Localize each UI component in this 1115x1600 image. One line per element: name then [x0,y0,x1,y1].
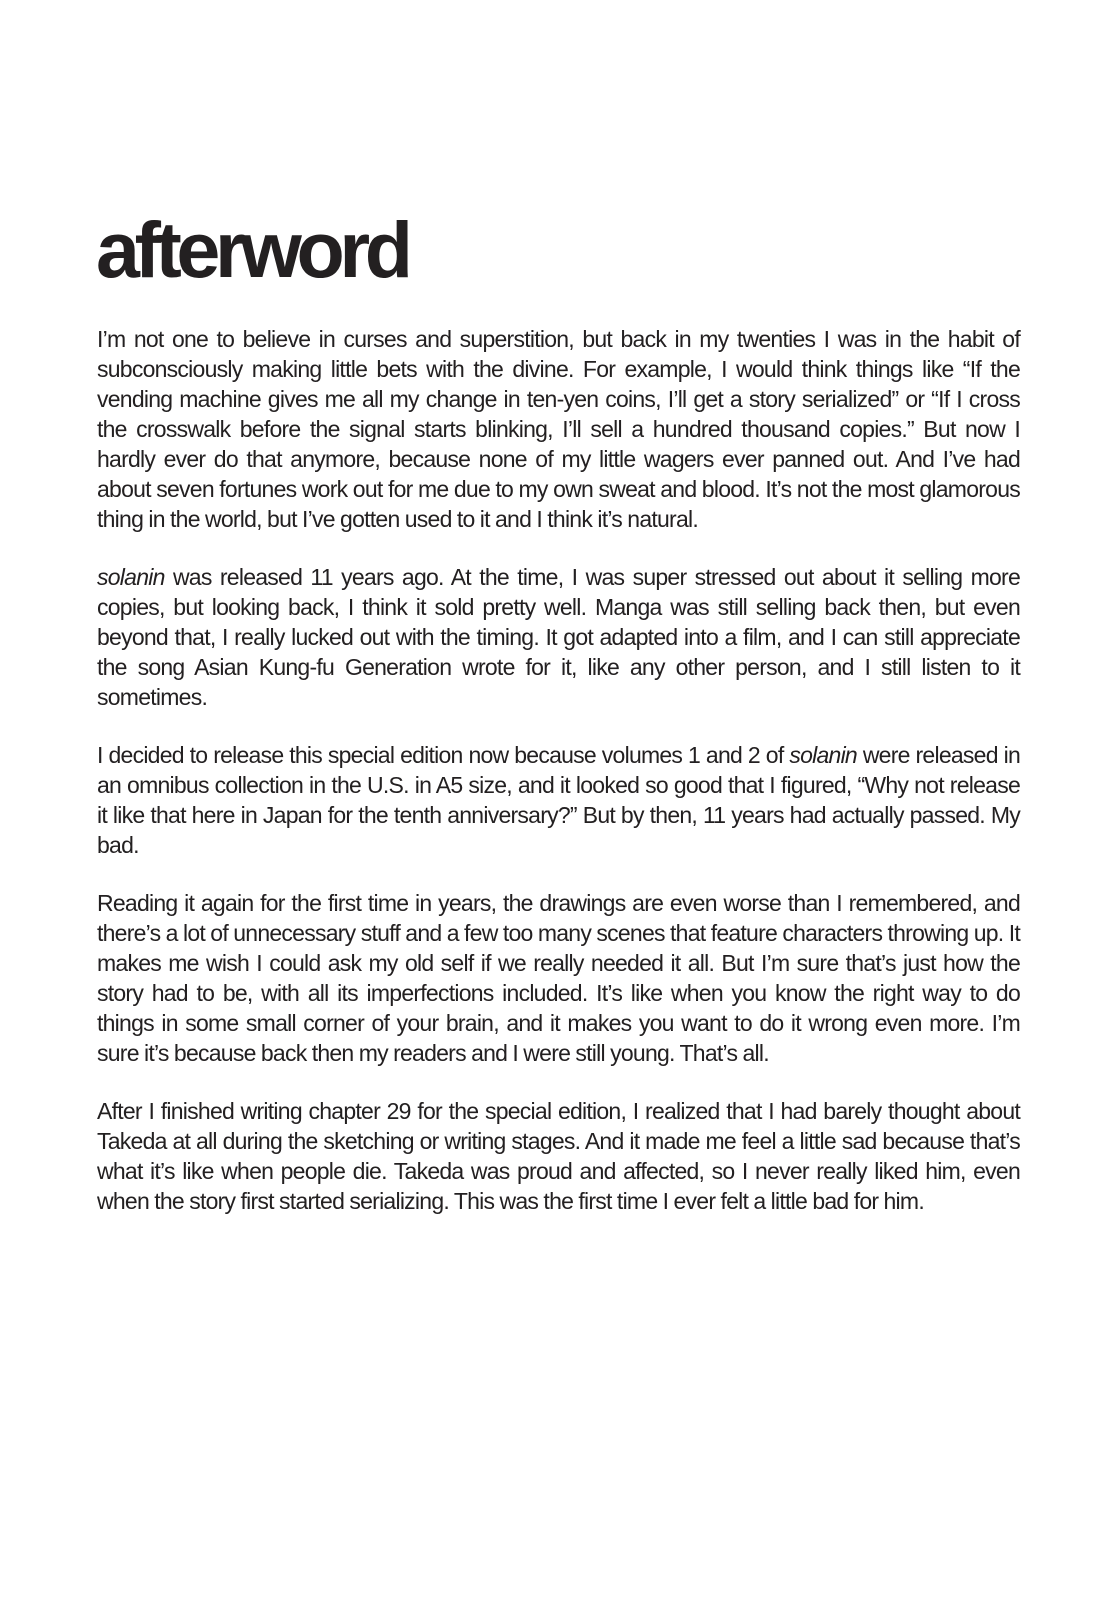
paragraph-text: I’m not one to believe in curses and superstition, but back in my twenties I was in the habit of subconsciously making little bets with the divine. For example, I would think things like “If the vending machine gives me all my change in ten-yen coins, I’ll get a story serialized” or “If I cross the crosswalk before the signal starts blinking, I’ll sell a hundred thousand copies.” But now I hardly ever do that anymore, because none of my little wagers ever panned out. And I’ve had about seven fortunes work out for me due to my own sweat and blood. It’s not the most glamorous thing in the world, but I’ve gotten used to it and I think it’s natural. [97,326,1020,532]
paragraph-2 [97,562,1020,712]
paragraph-text: were released in an omnibus collection in the U.S. in A5 size, and it looked so good that I figured, “Why not release it like that here in Japan for the tenth anniversary?” But by then, 11 years had actually passed. My bad. [97,742,1021,858]
paragraph-text: Reading it again for the first time in years, the drawings are even worse than I remembered, and there’s a lot of unnecessary stuff and a few too many scenes that feature characters throwing up. It makes me wish I could ask my old self if we really needed it all. But I’m sure that’s just how the story had to be, with all its imperfections included. It’s like when you know the right way to do things in some small corner of your brain, and it makes you want to do it wrong even more. I’m sure it’s because back then my readers and I were still young. That’s all. [97,890,1020,1066]
paragraph-3 [97,740,1020,860]
paragraph-1 [97,324,1020,534]
page-title: afterword [96,205,408,294]
paragraph-5 [97,1096,1020,1216]
afterword-body [97,324,1020,1216]
italic-book-title: solanin [789,742,857,768]
paragraph-text: was released 11 years ago. At the time, I was super stressed out about it selling more copies, but looking back, I think it sold pretty well. Manga was still selling back then, but even beyond that, I really lucked out with the timing. It got adapted into a film, and I can still appreciate the song Asian Kung-fu Generation wrote for it, like any other person, and I still listen to it sometimes. [97,564,1020,710]
italic-book-title: solanin [97,564,165,590]
paragraph-text: I decided to release this special edition now because volumes 1 and 2 of [97,742,790,768]
paragraph-4 [97,888,1020,1068]
paragraph-text: After I finished writing chapter 29 for the special edition, I realized that I had barely thought about Takeda at all during the sketching or writing stages. And it made me feel a little sad because that’s what it’s like when people die. Takeda was proud and affected, so I never really liked him, even when the story first started serializing. This was the first time I ever felt a little bad for him. [97,1098,1020,1214]
